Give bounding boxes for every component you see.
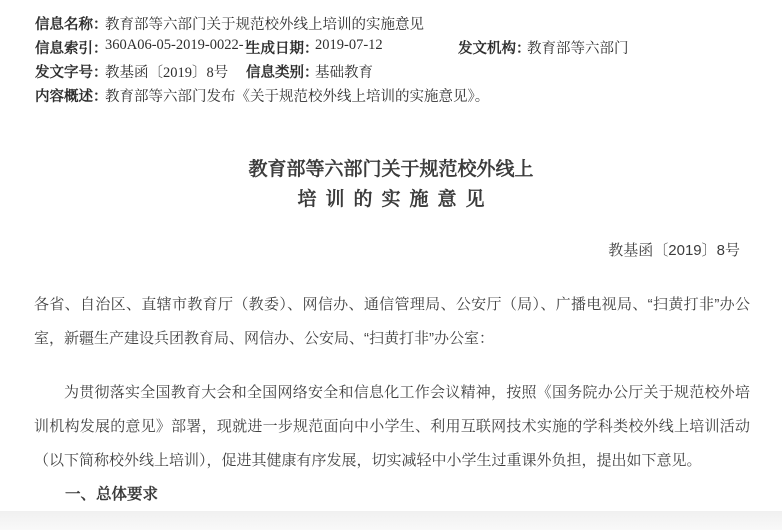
meta-value-generate-date: 2019-07-12	[315, 37, 383, 53]
meta-label-doc-number: 发文字号：	[35, 65, 108, 81]
meta-row-info-name	[0, 13, 782, 37]
meta-row-summary	[0, 85, 782, 109]
meta-label-info-name: 信息名称：	[35, 17, 108, 33]
meta-label-summary: 内容概述：	[35, 89, 108, 105]
paragraph-intro: 为贯彻落实全国教育大会和全国网络安全和信息化工作会议精神，按照《国务院办公厅关于规范校外培训机构发展的意见》部署，现就进一步规范面向中小学生、利用互联网技术实施的学科类校外线上培训活动（以下简称校外线上培训），促进其健康有序发展，切实减轻中小学生过重课外负担，提出如下意见。	[34, 384, 750, 469]
section-heading-overall-requirements: 一、总体要求	[65, 486, 159, 503]
meta-value-issuing-agency: 教育部等六部门	[527, 41, 629, 57]
paragraph-recipients: 各省、自治区、直辖市教育厅（教委）、网信办、通信管理局、公安厅（局）、广播电视局、“扫黄打非”办公室，新疆生产建设兵团教育局、网信办、公安局、“扫黄打非”办公室：	[34, 296, 750, 347]
meta-value-summary: 教育部等六部门发布《关于规范校外线上培训的实施意见》。	[105, 89, 490, 105]
meta-value-info-name: 教育部等六部门关于规范校外线上培训的实施意见	[105, 17, 424, 33]
document-number: 教基函〔2019〕8号	[608, 242, 740, 259]
meta-label-generate-date: 生成日期：	[246, 41, 319, 57]
meta-value-info-category: 基础教育	[315, 65, 373, 81]
page-bottom-edge	[0, 511, 782, 530]
document-title	[0, 155, 782, 215]
meta-value-info-index: 360A06-05-2019-0022-1	[105, 37, 251, 53]
document-title-line2: 培训的实施意见	[297, 189, 494, 210]
meta-label-info-index: 信息索引：	[35, 41, 108, 57]
meta-label-info-category: 信息类别：	[246, 65, 319, 81]
meta-value-doc-number: 教基函〔2019〕8号	[105, 65, 229, 81]
metadata-table	[0, 13, 782, 109]
meta-label-issuing-agency: 发文机构：	[458, 41, 531, 57]
meta-row-docnum-category	[0, 61, 782, 85]
document-title-line1: 教育部等六部门关于规范校外线上	[248, 159, 534, 180]
meta-row-index-date-agency	[0, 37, 782, 61]
